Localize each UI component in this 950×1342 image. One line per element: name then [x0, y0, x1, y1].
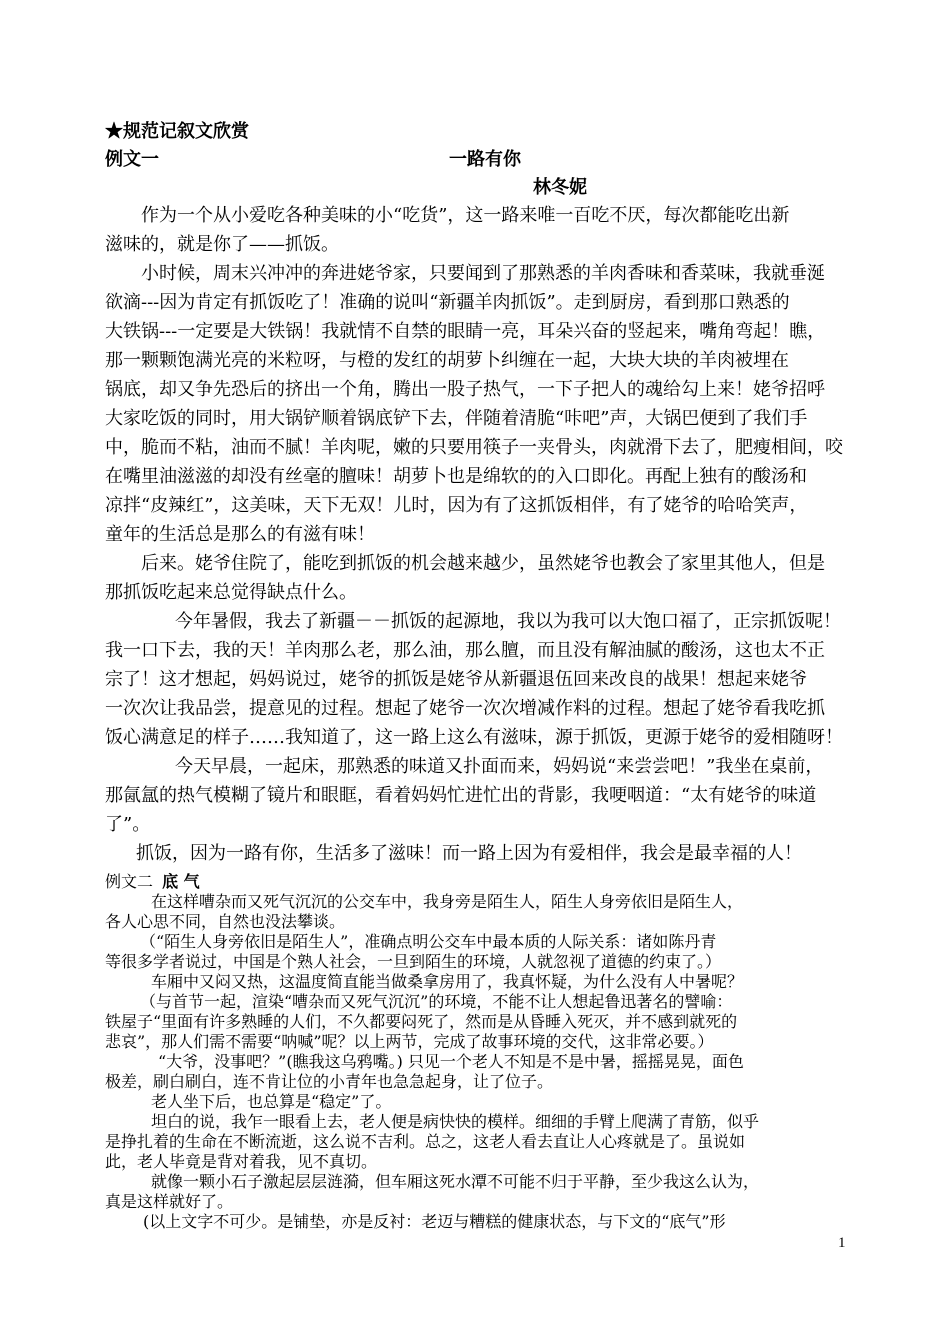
essay2-line: 等很多学者说过，中国是个熟人社会，一旦到陌生的环境，人就忽视了道德的约束了。）: [105, 952, 722, 971]
example1-title: 一路有你: [449, 149, 521, 170]
essay2-line: 是挣扎着的生命在不断流逝，这么说不吉利。总之，这老人看去直让人心疼就是了。虽说如: [105, 1132, 746, 1151]
essay1-line: 大铁锅---一定要是大铁锅！我就情不自禁的眼睛一亮，耳朵兴奋的竖起来，嘴角弯起！瞧，: [105, 321, 826, 342]
essay2-line: （“陌生人身旁依旧是陌生人”，准确点明公交车中最本质的人际关系：诸如陈丹青: [140, 932, 717, 951]
essay1-line: 抓饭，因为一路有你，生活多了滋味！而一路上因为有爱相伴，我会是最幸福的人！: [136, 843, 802, 864]
essay1-line: 小时候，周末兴冲冲的奔进姥爷家，只要闻到了那熟悉的羊肉香味和香菜味，我就垂涎: [141, 263, 825, 284]
essay1-line: 后来。姥爷住院了，能吃到抓饭的机会越来越少，虽然姥爷也教会了家里其他人，但是: [141, 553, 825, 574]
essay1-line: 饭心满意足的样子……我知道了，这一路上这么有滋味，源于抓饭，更源于姥爷的爱相随呀！: [105, 727, 843, 748]
example1-author: 林冬妮: [533, 177, 587, 198]
essay2-line: （与首节一起，渲染“嘈杂而又死气沉沉”的环境，不能不让人想起鲁迅著名的譬喻：: [140, 992, 733, 1011]
essay1-line: 那一颗颗饱满光亮的米粒呀，与橙的发红的胡萝卜纠缠在一起，大块大块的羊肉被埋在: [105, 350, 789, 371]
essay2-line: 悲哀”，那人们需不需要“呐喊”呢？以上两节，完成了故事环境的交代，这非常必要。）: [105, 1032, 714, 1051]
essay2-line: 此，老人毕竟是背对着我，见不真切。: [105, 1152, 378, 1171]
example2-label: 例文二: [105, 872, 154, 891]
essay1-line: 作为一个从小爱吃各种美味的小“吃货”，这一路来唯一百吃不厌，每次都能吃出新: [141, 205, 790, 226]
essay1-line: 锅底，却又争先恐后的挤出一个角，腾出一股子热气，一下子把人的魂给勾上来！姥爷招呼: [105, 379, 825, 400]
essay1-line: 了”。: [105, 814, 151, 835]
essay1-line: 今年暑假，我去了新疆－－抓饭的起源地，我以为我可以大饱口福了，正宗抓饭呢！: [175, 611, 841, 632]
essay1-line: 我一口下去，我的天！羊肉那么老，那么油，那么膻，而且没有解油腻的酸汤，这也太不正: [105, 640, 825, 661]
essay1-line: 滋味的，就是你了——抓饭。: [105, 234, 339, 255]
essay2-line: 铁屋子“里面有许多熟睡的人们，不久都要闷死了，然而是从昏睡入死灭，并不感到就死的: [105, 1012, 738, 1031]
essay1-line: 欲滴---因为肯定有抓饭吃了！准确的说叫“新疆羊肉抓饭”。走到厨房，看到那口熟悉的: [105, 292, 790, 313]
essay2-line: 车厢中又闷又热，这温度简直能当做桑拿房用了，我真怀疑，为什么没有人中暑呢？: [151, 972, 744, 991]
example2-title: 底 气: [162, 872, 200, 891]
example2-heading: [105, 872, 200, 892]
essay2-line: 极差，刷白刷白，连不肯让位的小青年也急急起身，让了位子。: [105, 1072, 554, 1091]
essay2-line: 坦白的说，我乍一眼看上去，老人便是病快快的模样。细细的手臂上爬满了青筋，似乎: [151, 1112, 760, 1131]
essay2-line: 真是这样就好了。: [105, 1192, 234, 1211]
section-title: ★规范记叙文欣赏: [105, 121, 249, 142]
essay1-line: 今天早晨，一起床，那熟悉的味道又扑面而来，妈妈说“来尝尝吧！”我坐在桌前，: [175, 756, 824, 777]
essay1-line: 童年的生活总是那么的有滋有味！: [105, 524, 375, 545]
essay1-line: 宗了！这才想起，妈妈说过，姥爷的抓饭是姥爷从新疆退伍回来改良的战果！想起来姥爷: [105, 669, 807, 690]
essay2-line: 各人心思不同，自然也没法攀谈。: [105, 912, 346, 931]
essay2-line: 就像一颗小石子激起层层涟漪，但车厢这死水潭不可能不归于平静，至少我这么认为，: [151, 1172, 760, 1191]
page-number: 1: [838, 1235, 846, 1251]
essay1-line: 在嘴里油滋滋的却没有丝毫的膻味！胡萝卜也是绵软的的入口即化。再配上独有的酸汤和: [105, 466, 807, 487]
essay1-line: 那抓饭吃起来总觉得缺点什么。: [105, 582, 357, 603]
essay2-line: 在这样嘈杂而又死气沉沉的公交车中，我身旁是陌生人，陌生人身旁依旧是陌生人，: [151, 892, 744, 911]
essay1-line: 凉拌“皮辣红”，这美味，天下无双！儿时，因为有了这抓饭相伴，有了姥爷的哈哈笑声，: [105, 495, 808, 516]
essay1-line: 一次次让我品尝，提意见的过程。想起了姥爷一次次增减作料的过程。想起了姥爷看我吃抓: [105, 698, 825, 719]
essay2-line: “大爷，没事吧？”(瞧我这乌鸦嘴。) 只见一个老人不知是不是中暑，摇摇晃晃，面色: [158, 1052, 744, 1071]
essay1-line: 那氤氲的热气模糊了镜片和眼眶，看着妈妈忙进忙出的背影，我哽咽道：“太有姥爷的味道: [105, 785, 817, 806]
essay1-line: 中，脆而不粘，油而不腻！羊肉呢，嫩的只要用筷子一夹骨头，肉就滑下去了，肥瘦相间，咬: [105, 437, 843, 458]
essay2-line: (以上文字不可少。是铺垫，亦是反衬：老迈与糟糕的健康状态，与下文的“底气”形: [143, 1212, 726, 1231]
essay2-line: 老人坐下后，也总算是“稳定”了。: [151, 1092, 392, 1111]
example1-label: 例文一: [105, 149, 159, 170]
essay1-line: 大家吃饭的同时，用大锅铲顺着锅底铲下去，伴随着清脆“咔吧”声，大锅巴便到了我们手: [105, 408, 808, 429]
